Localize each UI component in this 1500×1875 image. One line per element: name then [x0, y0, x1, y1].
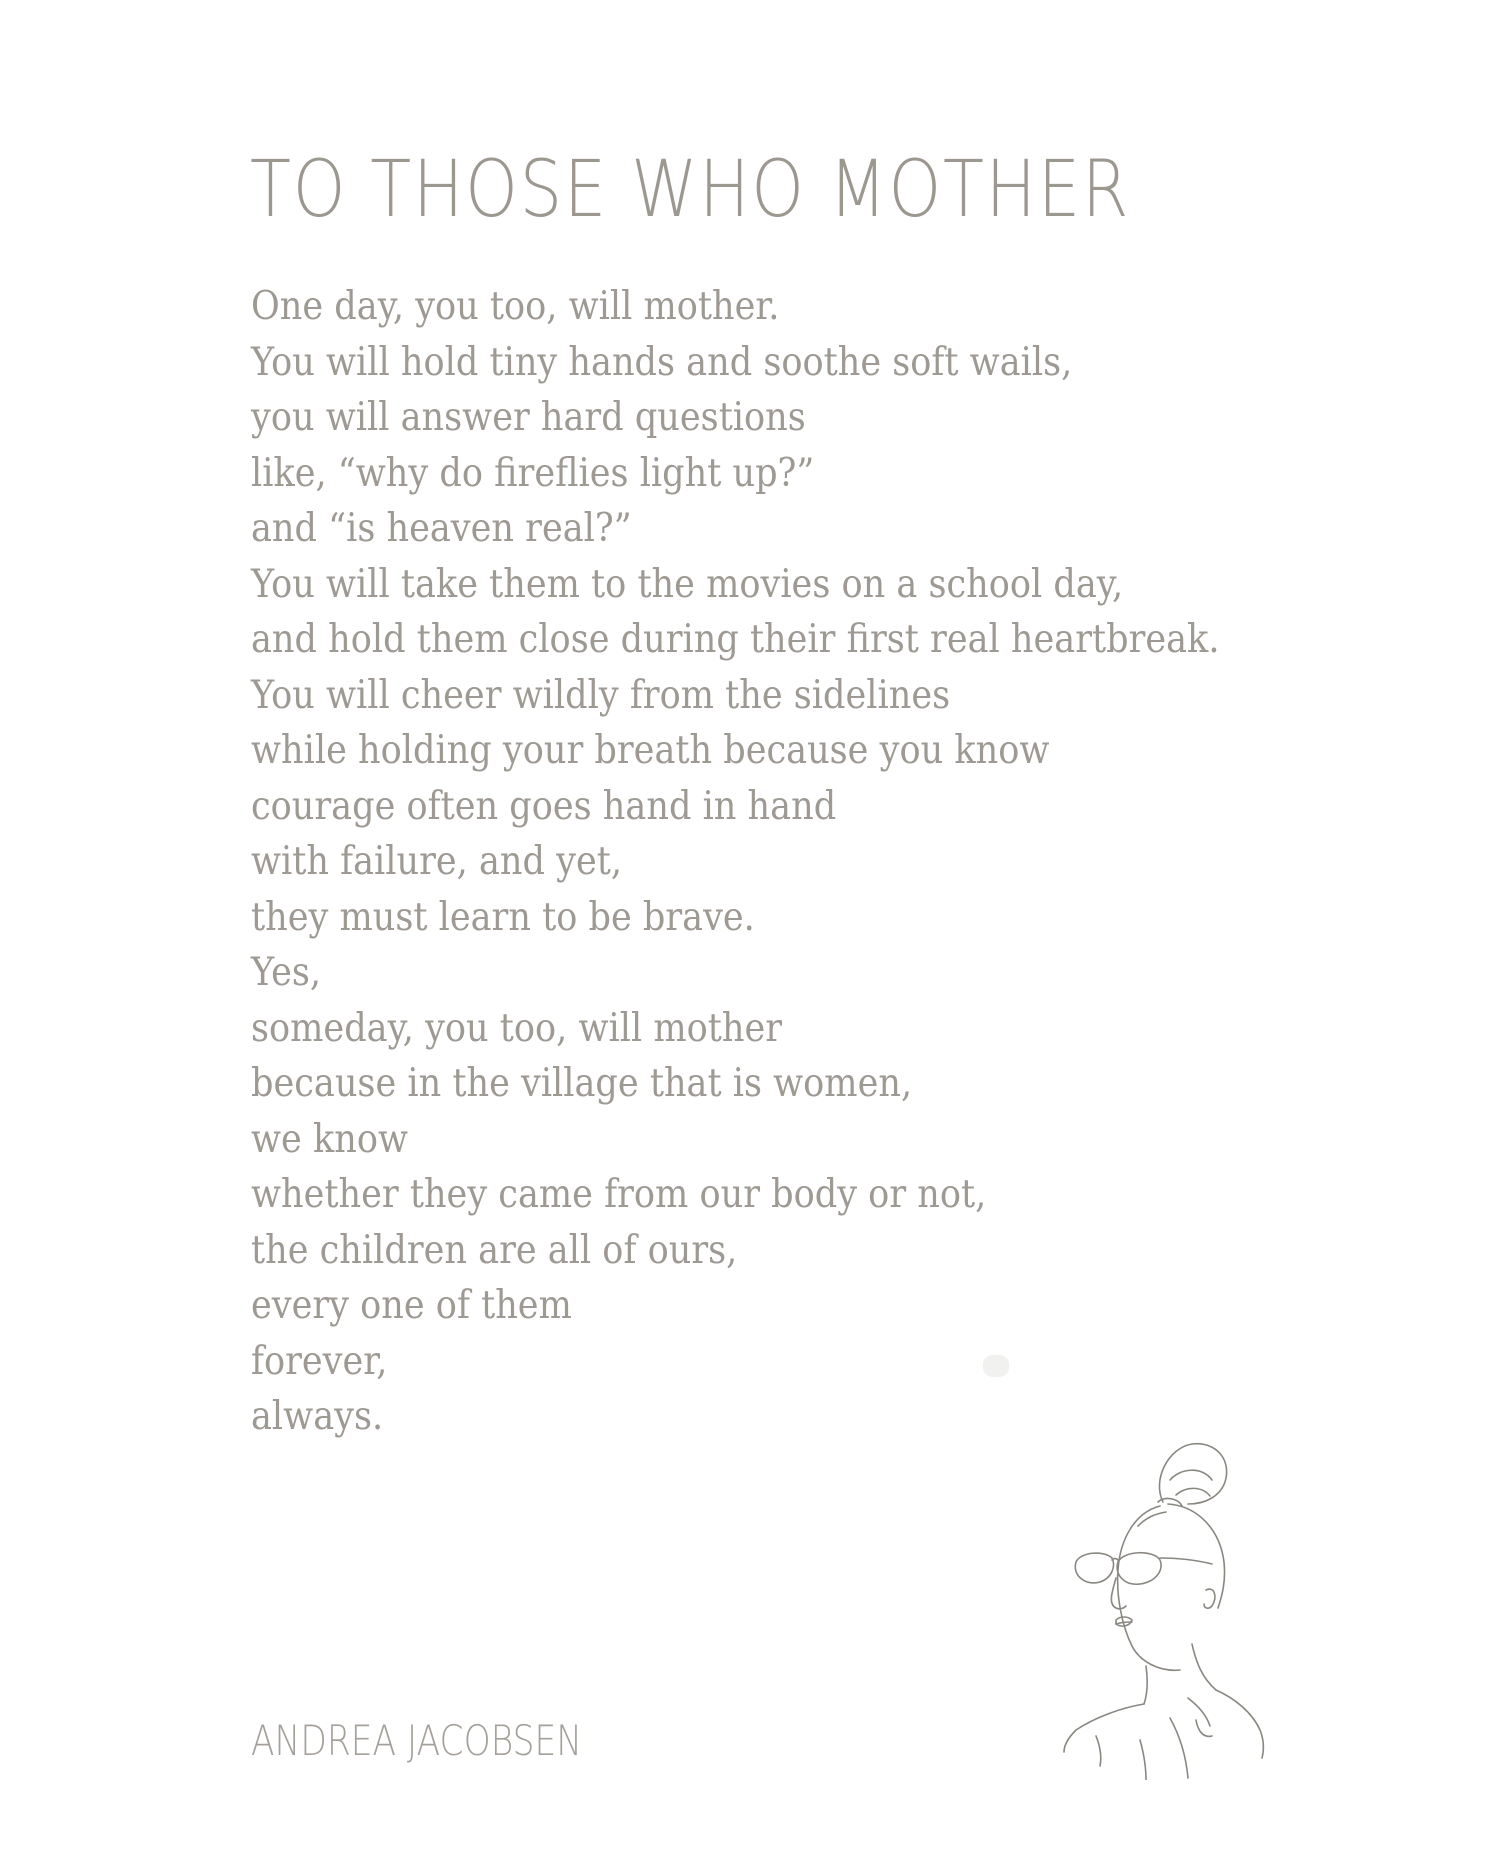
poem-line: you will answer hard questions — [251, 395, 806, 440]
poem-title: TO THOSE WHO MOTHER — [250, 145, 1131, 235]
author-name: ANDREA JACOBSEN — [251, 1716, 583, 1765]
poem-line: like, “why do fireflies light up?” — [251, 450, 815, 496]
poem-line: we know — [251, 1116, 409, 1162]
poem-line: courage often goes hand in hand — [251, 783, 837, 829]
poem-line: someday, you too, will mother — [251, 1005, 783, 1051]
poem-line: the children are all of ours, — [251, 1227, 738, 1273]
poem-body — [251, 279, 1327, 1445]
poem-line: whether they came from our body or not, — [251, 1172, 987, 1217]
poem-line: and “is heaven real?” — [251, 506, 632, 551]
woman-line-drawing-icon — [1020, 1440, 1270, 1780]
poem-line: because in the village that is women, — [251, 1061, 913, 1106]
poem-line: with failure, and yet, — [251, 839, 623, 884]
poem-line: You will cheer wildly from the sidelines — [251, 672, 951, 718]
poem-line: they must learn to be brave. — [251, 894, 755, 940]
poem-line: always. — [251, 1394, 384, 1439]
poem-line: every one of them — [251, 1283, 572, 1328]
poem-line: while holding your breath because you know — [251, 728, 1050, 773]
smudge-mark — [983, 1355, 1009, 1377]
poem-line: You will hold tiny hands and soothe soft wails, — [251, 339, 1073, 385]
poem-line: Yes, — [251, 950, 322, 995]
poem-line: You will take them to the movies on a school day, — [251, 561, 1124, 607]
poem-line: and hold them close during their first real heartbreak. — [251, 617, 1220, 662]
poem-line: forever, — [251, 1338, 388, 1384]
poem-line: One day, you too, will mother. — [251, 284, 780, 329]
